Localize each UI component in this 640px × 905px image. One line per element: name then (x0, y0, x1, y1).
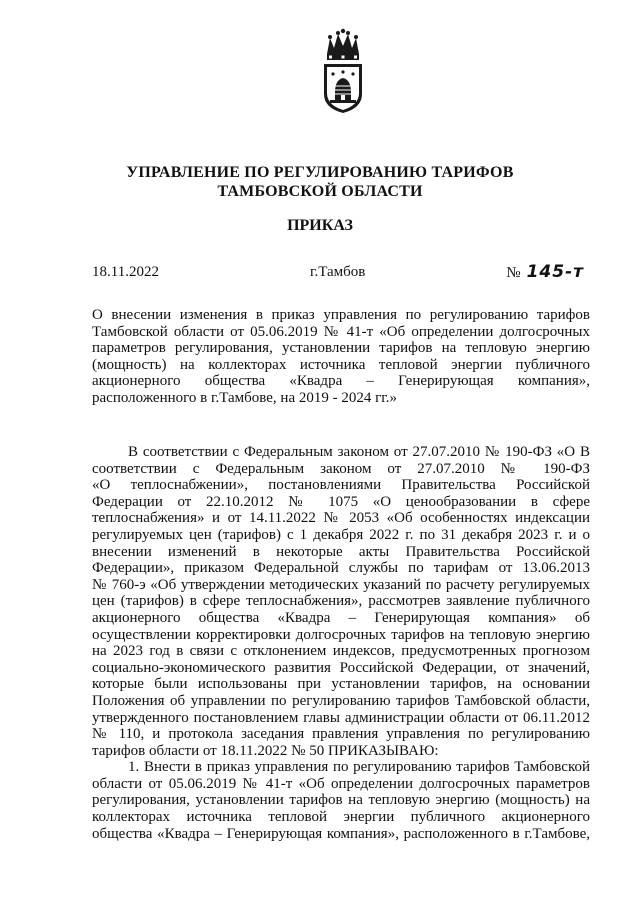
number-sign: № (506, 265, 521, 281)
body-line: которые были использованы при установлении тарифов, на основании (92, 676, 590, 693)
body-line: В соответствии с Федеральным законом от 27.07.2010 № 190-ФЗ «О В (128, 444, 590, 460)
subject-line: параметров регулирования, установлении тарифов на тепловую энергию (92, 340, 590, 357)
body-line: Положения об управлении по регулированию тарифов Тамбовской области, (92, 692, 590, 709)
body-line: социально-экономического развития Российской Федерации, от значений, (92, 659, 590, 676)
organization-name-line2: ТАМБОВСКОЙ ОБЛАСТИ (217, 183, 423, 200)
order-item-1-line: регулирования, установлении тарифов на тепловую энергию (мощность) на (92, 792, 590, 809)
document-meta-row (92, 262, 590, 284)
body-line: осуществлении корректировки долгосрочных тарифов на тепловую энергию (92, 626, 590, 643)
subject-line: Тамбовской области от 05.06.2019 № 41-т «Об определении долгосрочных (92, 323, 590, 340)
document-city: г.Тамбов (310, 264, 366, 280)
document-type-title: ПРИКАЗ (287, 217, 353, 234)
document-number (506, 262, 584, 283)
body-line: внесении изменений в некоторые акты Правительства Российской (92, 543, 590, 560)
order-item-1-line: коллекторах источника тепловой энергии публичного акционерного (92, 809, 590, 826)
subject-line: акционерного общества «Квадра – Генерирующая компания», (92, 373, 590, 390)
body-line: соответствии с Федеральным законом от 27.07.2010 № 190-ФЗ (92, 460, 590, 477)
tambov-coat-of-arms-emblem (318, 28, 368, 114)
order-item-1-line: общества «Квадра – Генерирующая компания», расположенного в г.Тамбове, (92, 825, 590, 842)
order-subject (92, 307, 590, 407)
organization-name (0, 163, 640, 201)
body-line: теплоснабжения» и от 14.11.2022 № 2053 «Об особенностях индексации (92, 510, 590, 527)
subject-line: О внесении изменения в приказ управления по регулированию тарифов (92, 307, 590, 323)
body-line: на 2023 год в связи с отклонением индексов, предусмотренных прогнозом (92, 643, 590, 660)
body-line: утвержденного постановлением главы администрации области от 06.11.2012 (92, 709, 590, 726)
body-line: цен (тарифов) в сфере теплоснабжения», рассмотрев заявление публичного (92, 593, 590, 610)
subject-line: расположенного в г.Тамбове, на 2019 - 2024 гг.» (92, 389, 397, 406)
order-body (92, 444, 590, 842)
body-line: Федерации», приказом Федеральной службы по тарифам от 13.06.2013 (92, 560, 590, 577)
order-item-1-line: области от 05.06.2019 № 41-т «Об определении долгосрочных параметров (92, 775, 590, 792)
body-line: № 110, и протокола заседания правления управления по регулированию (92, 726, 590, 743)
body-line: Федерации от 22.10.2012 № 1075 «О ценообразовании в сфере (92, 493, 590, 510)
body-line: тарифов области от 18.11.2022 № 50 ПРИКАЗЫВАЮ: (92, 742, 439, 759)
body-line: акционерного общества «Квадра – Генерирующая компания» об (92, 609, 590, 626)
order-item-1-line: 1. Внести в приказ управления по регулированию тарифов Тамбовской (128, 759, 590, 776)
body-line: № 760-э «Об утверждении методических указаний по расчету регулируемых (92, 576, 590, 593)
body-line: «О теплоснабжении», постановлениями Правительства Российской (92, 477, 590, 494)
document-date: 18.11.2022 (92, 264, 159, 280)
handwritten-number: 145-т (526, 262, 584, 282)
body-line: регулируемых цен (тарифов) с 1 декабря 2022 г. по 31 декабря 2023 г. и о (92, 526, 590, 543)
subject-line: (мощность) на коллекторах источника тепловой энергии публичного (92, 356, 590, 373)
organization-name-line1: УПРАВЛЕНИЕ ПО РЕГУЛИРОВАНИЮ ТАРИФОВ (126, 164, 514, 181)
